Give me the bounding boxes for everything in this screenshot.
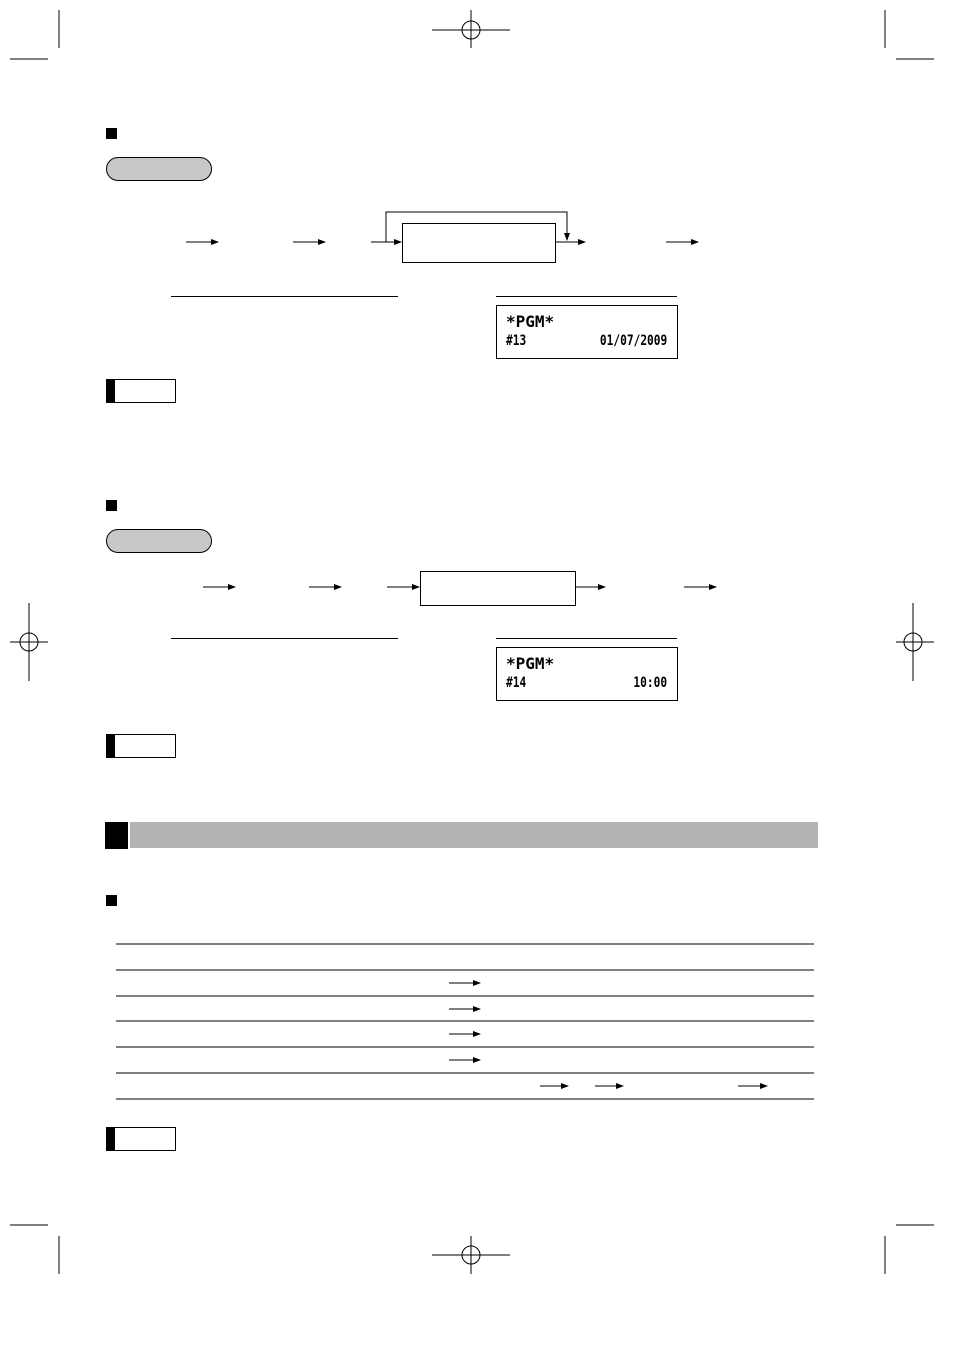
- display-code: #14: [506, 675, 527, 691]
- display-value: 10:00: [633, 675, 667, 691]
- display-code: #13: [506, 333, 527, 349]
- display-mode: *PGM*: [506, 312, 555, 331]
- display-mode: *PGM*: [506, 654, 555, 673]
- display-value: 01/07/2009: [599, 333, 667, 349]
- note-tag: [106, 1127, 176, 1151]
